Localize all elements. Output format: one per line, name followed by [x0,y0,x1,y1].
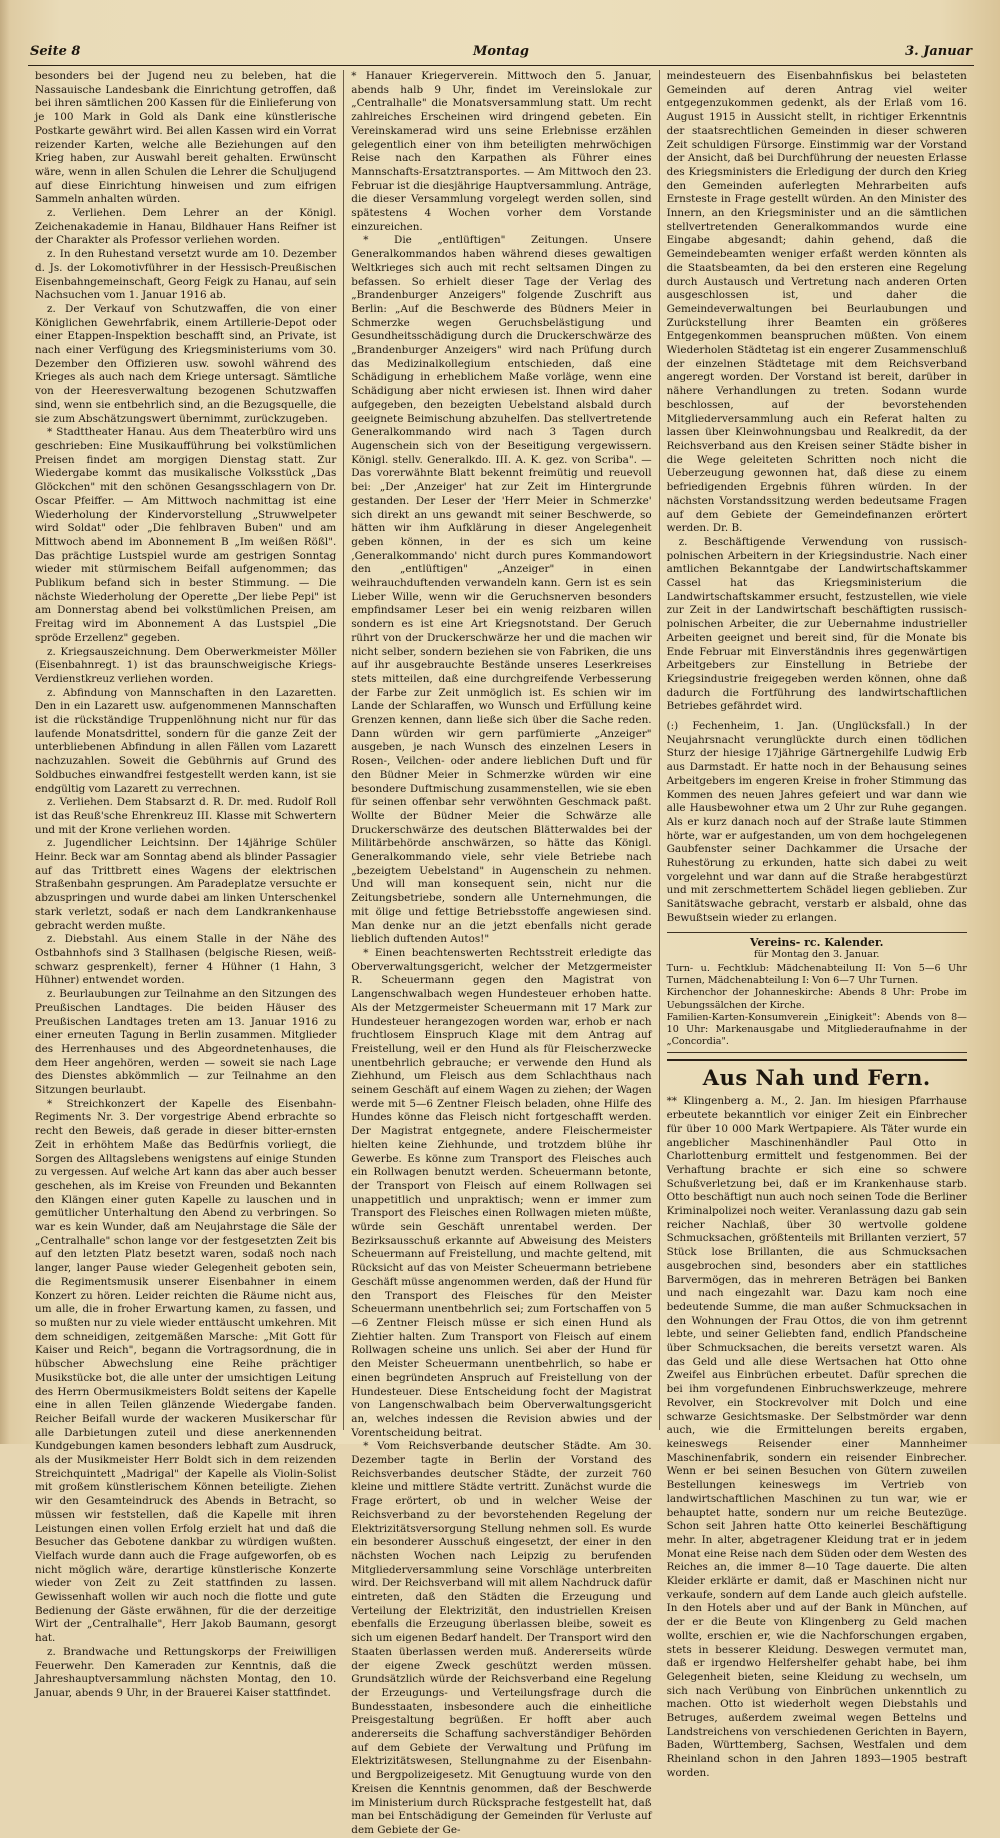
calendar-item: Kirchenchor der Johanneskirche: Abends 8 Uhr: Probe im Uebungssälchen der Kirche. [666,987,967,1011]
article-paragraph: z. Abfindung von Mannschaften in den Lazaretten. Den in ein Lazarett usw. aufgenommenen Mannschaften ist die rückständige Truppenlöhnung nicht nur für das laufende Monatsdrittel, sondern für die ganze Zeit der unterbliebenen Abfindung in allen Fällen vom Lazarett nachzuzahlen. Soweit die Gebührnis auf Grund des Soldbuches einwandfrei festgestellt werden kann, ist sie endgültig vom Lazarett zu verrechnen. [35,686,337,795]
section-title: Aus Nah und Fern. [702,1065,931,1091]
article-paragraph: z. Brandwache und Rettungskorps der Freiwilligen Feuerwehr. Den Kameraden zur Kenntnis, daß die Jahreshauptversammlung nächsten Montag, den 10. Januar, abends 9 Uhr, in der Brauerei Kaiser stattfindet. [35,1645,337,1699]
article-paragraph: * Vom Reichsverbande deutscher Städte. Am 30. Dezember tagte in Berlin der Vorstand des Reichsverbandes deutscher Städte, der zurzeit 760 kleine und mittlere Städte vertritt. Zunächst wurde die Frage erörtert, ob und in welcher Weise der Reichsverband zu der bevorstehenden Regelung der Elektrizitätsversorgung Stellung nehmen soll. Es wurde ein besonderer Ausschuß eingesetzt, der einer in den nächsten Wochen nach Leipzig zu berufenden Mitgliederversammlung seine Vorschläge unterbreiten wird. Der Reichsverband will mit allem Nachdruck dafür eintreten, daß den Städten die Erzeugung und Verteilung der Elektrizität, den industriellen Kreisen ebenfalls die Erzeugung überlassen bleibe, soweit es sich um eigenen Bedarf handelt. Der Transport wird den Staaten überlassen werden muß. Andererseits würde der eigene Zweck geschützt werden müssen. Grundsätzlich würde der Reichsverband eine Regelung der Erzeugungs- und Verteilungsfrage durch die Bundesstaaten, insbesondere auch die einheitliche Preisgestaltung begrüßen. Er hofft aber auch andererseits die Schaffung sachverständiger Behörden auf dem Gebiete der Verwaltung und Prüfung im Elektrizitätswesen, Stellungnahme zu der Eisenbahn- und Bergpolizeigesetz. Mit Genugtuung wurde von den Kreisen die Kenntnis genommen, daß der Beschwerde im Ministerium durch Rücksprache festgestellt hat, daß man bei Entschädigung der Gemeinden für Verluste auf dem Gebiete der Ge- [351,1440,652,1836]
article-paragraph: z. Diebstahl. Aus einem Stalle in der Nähe des Ostbahnhofs sind 3 Stallhasen (belgische Riesen, weiß-schwarz gesprenkelt), ferner 4 Hühner (1 Hahn, 3 Hühner) entwendet worden. [35,933,337,987]
article-paragraph: z. Kriegsauszeichnung. Dem Oberwerkmeister Möller (Eisenbahnregt. 1) ist das braunschweigische Kriegs-Verdienstkreuz verliehen worden. [35,645,337,685]
article-paragraph: * Die „entlüftigen" Zeitungen. Unsere Generalkommandos haben während dieses gewaltigen Weltkrieges sich auch mit recht seltsamen Dingen zu befassen. So erhielt dieser Tage der Verlag des „Brandenburger Anzeigers" folgende Zuschrift aus Berlin: „Auf die Beschwerde des Büdners Meier in Schmerzke wegen Geruchsbelästigung und Gesundheitsschädigung durch die Druckerschwärze des „Brandenburger Anzeigers" wird nach Prüfung durch das Medizinalkollegium entschieden, daß eine Schädigung in erheblichem Maße vorläge, wenn eine Schädigung aber nicht erwiesen ist. Ihnen wird daher aufgegeben, den bezeigten Uebelstand alsbald durch geeignete Beimischung abzuhelfen. Das stellvertretende Generalkommando wird nach 3 Tagen durch Augenschein sich von der Beseitigung vergewissern. Königl. stellv. Generalkdo. III. A. K. gez. von Scriba". — Das vorerwähnte Blatt bekennt freimütig und reuevoll bei: „Der ‚Anzeiger' hat zur Zeit im Hintergrunde gestanden. Der Leser der 'Herr Meier in Schmerzke' sich direkt an uns gewandt mit seiner Beschwerde, so hätten wir ihm Aufklärung in dieser Angelegenheit geben können, in der es sich um keine ‚Generalkommando' nicht durch pures Kommandowort den „entlüftigen" „Anzeiger" in einen weihrauchduftenden verwandeln kann. Gern ist es sein Lieber Wille, wenn wir die Geruchsnerven besonders empfindsamer Leser bei ein wenig reizbaren willen sondern es ist eine Art Kriegsnotstand. Der Geruch rührt von der Druckerschwärze her und die machen wir nicht selber, sondern beziehen sie von Fabriken, die uns auf ihr ausgebrauchte Bestände unseres Leserkreises stets mitteilen, daß eine durchgreifende Verbesserung der Farbe zur Zeit unmöglich ist. Es schien wir im Lande der Schlaraffen, wo Wunsch und Erfüllung keine Grenzen kennen, dann ließe sich über die Sache reden. Dann würden wir gern parfümierte „Anzeiger" ausgeben, je nach Wunsch des einzelnen Lesers in Rosen-, Veilchen- oder andere lieblichen Duft und für den Büdner Meier in Schmerzke würden wir eine besondere Duftmischung zusammenstellen, wie sie eben für seinen offenbar sehr verwöhnten Geschmack paßt. Wollte der Büdner Meier die Schwärze alle Druckerschwärze des deutschen Blätterwaldes bei der Militärbehörde anschwärzen, so hätte das Königl. Generalkommando viele, sehr viele Betriebe nach „bezeigtem Uebelstand" in Augenschein zu nehmen. Und will man konsequent sein, nicht nur die Zeitungsbetriebe, sondern alle Unternehmungen, die mit ölige und fettige Betriebsstoffe angewiesen sind. Man denke nur an die jetzt ebenfalls nicht gerade lieblich duftenden Autos!" [351,234,652,946]
article-paragraph: * Stadttheater Hanau. Aus dem Theaterbüro wird uns geschrieben: Eine Musikaufführung bei volkstümlichen Preisen findet am morgigen Dienstag statt. Zur Wiedergabe kommt das musikalische Volksstück „Das Glöckchen" mit den schönen Gesangsschlagern von Dr. Oscar Pfeiffer. — Am Mittwoch nachmittag ist eine Wiederholung der Kindervorstellung „Struwwelpeter wird Soldat" oder „Die fehlbraven Buben" und am Mittwoch abend im Abonnement B „Im weißen Rößl". Das prächtige Lustspiel wurde am gestrigen Sonntag wieder mit stürmischem Beifall aufgenommen; das Publikum befand sich in bester Stimmung. — Die nächste Wiederholung der Operette „Der liebe Pepi" ist am Donnerstag abend bei volkstümlichen Preisen, am Freitag wird im Abonnement A das Lustspiel „Die spröde Erzellenz" gegeben. [35,426,337,644]
column-3-articles [667,70,967,714]
calendar-title: Vereins- rc. Kalender. [750,935,884,949]
page-number: Seite 8 [30,44,81,59]
article-paragraph: * Einen beachtenswerten Rechtsstreit erledigte das Oberverwaltungsgericht, welcher der Metzgermeister R. Scheuermann gegen den Magistrat von Langenschwalbach wegen Hundesteuer erhoben hatte. Als der Metzgermeister Scheuermann mit 17 Mark zur Hundesteuer herangezogen worden war, erhob er nach fruchtlosem Einspruch Klage mit dem Antrag auf Freistellung, weil er den Hund als für Fleischerzwecke unentbehrlich gebrauche; er verwende den Hund als Ziehhund, um Fleisch aus dem Schlachthaus nach seinem Geschäft auf einem Wagen zu ziehen; der Wagen werde mit 5—6 Zentner Fleisch beladen, ohne Hilfe des Hundes könne das Fleisch nicht fortgeschafft werden. Der Magistrat entgegnete, andere Fleischermeister hielten keine Ziehhunde, und trotzdem blühe ihr Gewerbe. Es könne zum Transport des Fleisches auch ein Rollwagen benutzt werden. Scheuermann betonte, der Transport von Fleisch auf einem Rollwagen sei unappetitlich und unpraktisch; wenn er immer zum Transport des Fleisches einen Rollwagen mieten müßte, würde sein Geschäft unrentabel werden. Der Bezirksausschuß erkannte auf Abweisung des Meisters Scheuermann auf Freistellung, und machte geltend, mit Rücksicht auf das von Meister Scheuermann betriebene Geschäft müsse angenommen werden, daß der Hund für den Transport des Fleisches für den Meister Scheuermann unentbehrlich sei; zum Fortschaffen von 5—6 Zentner Fleisch müsse er sich einen Hund als Ziehtier halten. Zum Transport von Fleisch auf einem Rollwagen scheine uns unlich. Sei aber der Hund für den Meister Scheuermann unentbehrlich, so habe er einen begründeten Anspruch auf Freistellung von der Hundesteuer. Diese Entscheidung focht der Magistrat von Langenschwalbach beim Oberverwaltungsgericht an, welches indessen die Revision abwies und der Vorentscheidung beitrat. [351,947,652,1439]
article-paragraph: z. Der Verkauf von Schutzwaffen, die von einer Königlichen Gewehrfabrik, einem Artillerie-Depot oder einer Etappen-Inspektion beschafft sind, an Private, ist nach einer Verfügung des Kriegsministeriums vom 30. Dezember den Offizieren usw. sowohl während des Krieges als auch nach dem Kriege untersagt. Sämtliche von der Heeresverwaltung bezogenen Schutzwaffen sind, wenn sie entbehrlich sind, an die Bezugsquelle, die sie zum Abschätzungswert übernimmt, zurückzugeben. [35,302,337,425]
column-2 [343,70,658,1836]
article-paragraph: meindesteuern des Eisenbahnfiskus bei belasteten Gemeinden auf deren Antrag viel weiter entgegenzukommen gedenkt, als der Erlaß vom 16. August 1915 in Aussicht stellt, in richtiger Erkenntnis der staatsrechtlichen Gemeinden in dieser schweren Zeit schuldigen Fürsorge. Einstimmig war der Vorstand der Ansicht, daß bei Durchführung der neuesten Erlasse des Kriegsministers die Erledigung der durch den Krieg den Gemeinden auferlegten Mehrarbeiten aufs Ernsteste in Frage gestellt würden. An den Minister des Innern, an den Kriegsminister und an die sämtlichen stellvertretenden Generalkommandos wurde eine Eingabe abgesandt; dahin gehend, daß die Gemeindebeamten weniger erfaßt werden könnten als die Staatsbeamten, da bei den ersteren eine Regelung durch Austausch und Vertretung nach anderen Orten ausgeschlossen ist, und daher die Gemeindeverwaltungen bei Beurlaubungen und Zurückstellung ihrer Beamten ein größeres Entgegenkommen beanspruchen müßten. Von einem Wiederholen Städtetag ist ein engerer Zusammenschluß der einzelnen Städtetage mit dem Reichsverband angeregt worden. Der Vorstand ist bereit, darüber in nähere Verhandlungen zu treten. Sodann wurde beschlossen, auf der bevorstehenden Mitgliederversammlung auch ein Referat halten zu lassen über Kleinwohnungsbau und Realkredit, da der Reichsverband aus den Kreisen seiner Städte bisher in die Wege geleiteten Schritten noch nicht die Ueberzeugung gewonnen hat, daß diese zu einem befriedigenden Ergebnis führen würden. In der nächsten Vorstandssitzung werden bedeutsame Fragen auf dem Gebiete der Gemeindefinanzen erörtert werden. Dr. B. [666,70,967,535]
page-date: 3. Januar [905,44,972,59]
page-header [30,44,972,64]
article-paragraph: z. Verliehen. Dem Stabsarzt d. R. Dr. med. Rudolf Roll ist das Reuß'sche Ehrenkreuz III. Klasse mit Schwertern und mit der Krone verliehen worden. [35,796,337,836]
article-paragraph: (:) Fechenheim, 1. Jan. (Unglücksfall.) In der Neujahrsnacht verunglückte durch einen tödlichen Sturz der hiesige 17jährige Gärtnergehilfe Ludwig Erb aus Darmstadt. Er hatte noch in der Behausung seines Arbeitgebers im engeren Kreise in froher Stimmung das Kommen des neuen Jahres gefeiert und war dann wie alle Hausbewohner etwa um 2 Uhr zur Ruhe gegangen. Als er kurz danach noch auf der Straße laute Stimmen hörte, war er aufgestanden, um von dem hochgelegenen Gaubfenster seiner Dachkammer die Ursache der Ruhestörung zu erkunden, hatte sich dabei zu weit vorgelehnt und war dann auf die Straße herabgestürzt und mit zerschmettertem Schädel liegen geblieben. Zur Sanitätswache gebracht, verstarb er alsbald, ohne das Bewußtsein wieder zu erlangen. [666,720,967,924]
section-rule [667,1059,967,1061]
calendar-items [667,963,967,1048]
article-paragraph: z. Beschäftigende Verwendung von russisch-polnischen Arbeitern in der Kriegsindustrie. Nach einer amtlichen Bekanntgabe der Landwirtschaftskammer Cassel hat das Kriegsministerium die Landwirtschaftskammer ersucht, festzustellen, wie viele zur Zeit in der Landwirtschaft beschäftigten russisch-polnischen Arbeiter, die zur Uebernahme industrieller Arbeiten geeignet und bereit sind, für die Monate bis Ende Februar mit Einverständnis ihres gegenwärtigen Arbeitgebers zur Einstellung in Betriebe der Kriegsindustrie freigegeben werden können, ohne daß dadurch die Fortführung des landwirtschaftlichen Betriebes gefährdet wird. [666,535,967,713]
scan-edge-left [0,0,10,1444]
column-3-section-articles [667,1095,967,1780]
calendar-item: Turn- u. Fechtklub: Mädchenabteilung II: Von 5—6 Uhr Turnen, Mädchenabteilung I: Von 6—7 Uhr Turnen. [666,963,967,987]
page-day: Montag [472,44,530,59]
article-paragraph: z. Beurlaubungen zur Teilnahme an den Sitzungen des Preußischen Landtages. Die beiden Häuser des Preußischen Landtages treten am 13. Januar 1916 zu einer erneuten Tagung in Berlin zusammen. Mitglieder des Herrenhauses und des Abgeordnetenhauses, die dem Heer angehören, werden — soweit sie nach Lage des Dienstes abkömmlich — zur Teilnahme an den Sitzungen beurlaubt. [35,988,337,1097]
article-paragraph: ** Klingenberg a. M., 2. Jan. Im hiesigen Pfarrhause erbeutete bekanntlich vor einiger Zeit ein Einbrecher für über 10 000 Mark Wertpapiere. Als Täter wurde ein angeblicher Maschinenhändler Paul Otto in Charlottenburg ermittelt und festgenommen. Bei der Verhaftung brachte er sich eine so schwere Schußverletzung bei, daß er im Krankenhause starb. Otto beschäftigt nun auch noch seinen Tode die Berliner Kriminalpolizei noch weiter. Veranlassung dazu gab sein reicher Nachlaß, über 30 wertvolle goldene Schmucksachen, größtenteils mit Brillanten verziert, 57 Stück lose Brillanten, die aus Schmucksachen ausgebrochen sind, besonders aber ein stattliches Barvermögen, das in mehreren Beträgen bei Banken und nach eingezahlt war. Dazu kam noch eine bedeutende Summe, die man außer Schmucksachen in den Wohnungen der Frau Ottos, die von ihm getrennt lebte, und seiner Geliebten fand, endlich Pfandscheine über Schmucksachen, die bereits versetzt waren. Als das Geld und alle diese Wertsachen hat Otto ohne Zweifel aus Einbrüchen erbeutet. Dafür sprechen die bei ihm vorgefundenen Einbruchswerkzeuge, mehrere Revolver, ein Stockrevolver mit Dolch und eine schwarze Gesichtsmaske. Der Selbstmörder war denn auch, wie die Ermittelungen bereits ergaben, keineswegs Reisender einer Mannheimer Maschinenfabrik, sondern ein reisender Einbrecher. Wenn er bei seinen Besuchen von Gütern zuweilen Bestellungen keineswegs im Vertrieb von landwirtschaftlichen Maschinen zu tun war, wie er behauptet hatte, sondern nur um reiche Beutezüge. Schon seit Jahren hatte Otto keinerlei Beschäftigung mehr. In alter, abgetragener Kleidung trat er in jedem Monat eine Reise nach dem Süden oder dem Westen des Reiches an, die immer 8—10 Tage dauerte. Die alten Kleider erklärte er damit, daß er Maschinen nicht nur verkaufe, sondern auf dem Lande auch gleich aufstelle. In den Hotels aber und auf der Bank in München, auf der er die Beute von Klingenberg zu Geld machen wollte, erschien er, wie die Nachforschungen ergaben, stets in besserer Kleidung. Deswegen vermutet man, daß er irgendwo Helfershelfer gehabt habe, bei ihm Gelegenheit bieten, seine Kleidung zu wechseln, um sich nach Verübung von Einbrüchen unkenntlich zu machen. Otto ist wiederholt wegen Diebstahls und Betruges, außerdem zweimal wegen Bettelns und Landstreichens von verschiedenen Gerichten in Bayern, Baden, Württemberg, Sachsen, Westfalen und dem Rheinland schon in den Jahren 1893—1905 bestraft worden. [666,1095,967,1779]
column-3 [659,70,974,1779]
columns [28,70,974,1836]
article-paragraph: z. Verliehen. Dem Lehrer an der Königl. Zeichenakademie in Hanau, Bildhauer Hans Reifner ist der Charakter als Professor verliehen worden. [35,207,337,247]
calendar-item: Familien-Karten-Konsumverein „Einigkeit": Abends von 8—10 Uhr: Markenausgabe und Mitgliederaufnahme in der „Concordia". [666,1011,967,1048]
article-paragraph: besonders bei der Jugend neu zu beleben, hat die Nassauische Landesbank die Einrichtung getroffen, daß bei ihren sämtlichen 200 Kassen für die Einlieferung von je 100 Mark in Gold als Dank eine künstlerische Postkarte gewährt wird. Bei allen Kassen wird ein Vorrat reizender Karten, welche alle Beziehungen auf den Krieg haben, zur Auswahl bereit gehalten. Erwünscht wäre, wenn in allen Schulen die Lehrer die Schuljugend auf diese Einrichtung hinweisen und zum eifrigen Sammeln anhalten würden. [35,70,337,206]
article-paragraph: * Streichkonzert der Kapelle des Eisenbahn-Regiments Nr. 3. Der vorgestrige Abend erbrachte so recht den Beweis, daß gerade in dieser bitter-ernsten Zeit in erhöhtem Maße das Bedürfnis vorliegt, die Sorgen des Alltagslebens wenigstens auf einige Stunden zu vergessen. Auf welche Art kann das aber auch besser geschehen, als im Kreise von Freunden und Bekannten den Klängen einer guten Kapelle zu lauschen und in gemütlicher Unterhaltung den Abend zu verbringen. So war es kein Wunder, daß am Neujahrstage die Säle der „Centralhalle" schon lange vor der festgesetzten Zeit bis auf den letzten Platz besetzt waren, sodaß noch nach langer, langer Pause wieder Gelegenheit geboten sein, die Regimentsmusik unserer Eisenbahner in einem Konzert zu hören. Leider reichten die Räume nicht aus, um alle, die in froher Erwartung kamen, zu fassen, und so mußten nur zu viele wieder enttäuscht umkehren. Mit dem schneidigen, zeitgemäßen Marsche: „Mit Gott für Kaiser und Reich", begann die Vortragsordnung, die in hübscher Abwechslung eine Reihe prächtiger Musikstücke bot, die alle unter der umsichtigen Leitung des Herrn Obermusikmeisters Boldt seitens der Kapelle eine in allen Teilen glänzende Wiedergabe fanden. Reicher Beifall wurde der wackeren Musikerschar für alle Darbietungen zuteil und diese anerkennenden Kundgebungen kamen besonders lebhaft zum Ausdruck, als der Musikmeister Herr Boldt sich in dem reizenden Streichquintett „Madrigal" der Kapelle als Violin-Solist mit großem künstlerischem Können beteiligte. Ziehen wir den Gesamteindruck des Abends in Betracht, so müssen wir feststellen, daß die Kapelle mit ihren Leistungen einen vollen Erfolg erzielt hat und daß die Besucher das Gebotene dankbar zu würdigen wußten. Vielfach wurde dann auch die Frage aufgeworfen, ob es nicht möglich wäre, derartige künstlerische Konzerte wieder von Zeit zu Zeit stattfinden zu lassen. Gewissenhaft wollen wir auch noch die flotte und gute Bedienung der Gäste erwähnen, für die der derzeitige Wirt der „Centralhalle", Herr Jakob Baumann, gesorgt hat. [35,1097,337,1645]
article-paragraph: * Hanauer Kriegerverein. Mittwoch den 5. Januar, abends halb 9 Uhr, findet im Vereinslokale zur „Centralhalle" die Monatsversammlung statt. Um recht zahlreiches Erscheinen wird dringend gebeten. Ein Vereinskamerad wird uns seine Erlebnisse erzählen gelegentlich einer von ihm beteiligten mehrwöchigen Reise nach den Karpathen als Führer eines Mannschafts-Ersatztransportes. — Am Mittwoch den 23. Februar ist die diesjährige Hauptversammlung. Anträge, die dieser Versammlung vorgelegt werden sollen, sind spätestens 4 Wochen vorher dem Vorstande einzureichen. [351,70,652,233]
header-rule [28,65,974,66]
article-paragraph: z. In den Ruhestand versetzt wurde am 10. Dezember d. Js. der Lokomotivführer in der Hessisch-Preußischen Eisenbahngemeinschaft, Georg Feigk zu Hanau, auf sein Nachsuchen vom 1. Januar 1916 ab. [35,248,337,302]
calendar-date: für Montag den 3. Januar. [754,948,880,960]
article-paragraph: z. Jugendlicher Leichtsinn. Der 14jährige Schüler Heinr. Beck war am Sonntag abend als blinder Passagier auf das Trittbrett eines Wagens der elektrischen Straßenbahn gesprungen. Am Paradeplatze versuchte er abzuspringen und wurde dabei am linken Unterschenkel stark verletzt, sodaß er nach dem Landkrankenhause gebracht werden mußte. [35,837,337,932]
club-calendar [667,932,967,1054]
column-3-local-news [667,720,967,926]
column-1 [28,70,343,1699]
